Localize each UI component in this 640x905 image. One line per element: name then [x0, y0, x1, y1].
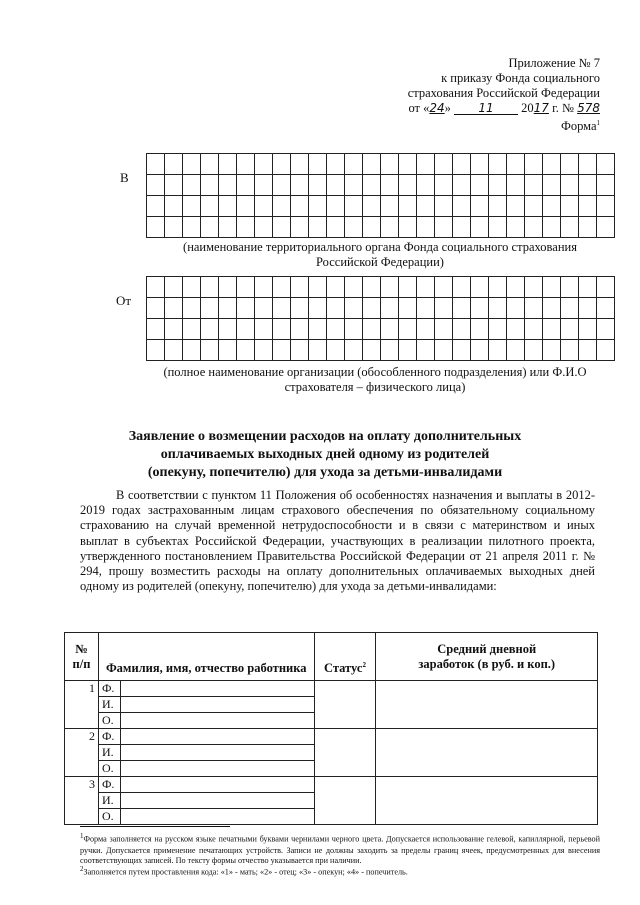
sender-grid-cell[interactable] [417, 319, 435, 340]
recipient-grid-cell[interactable] [237, 217, 255, 238]
name-part-input[interactable] [120, 777, 314, 793]
recipient-grid-cell[interactable] [453, 217, 471, 238]
sender-grid-cell[interactable] [489, 340, 507, 361]
recipient-grid-cell[interactable] [165, 175, 183, 196]
sender-grid-cell[interactable] [273, 277, 291, 298]
recipient-grid-cell[interactable] [489, 196, 507, 217]
recipient-grid-cell[interactable] [255, 175, 273, 196]
sender-grid[interactable] [146, 276, 615, 361]
sender-grid-cell[interactable] [273, 340, 291, 361]
sender-grid-cell[interactable] [543, 319, 561, 340]
recipient-grid-cell[interactable] [255, 154, 273, 175]
recipient-grid-cell[interactable] [435, 154, 453, 175]
name-part-input[interactable] [120, 713, 314, 729]
sender-grid-cell[interactable] [579, 340, 597, 361]
sender-grid-cell[interactable] [363, 340, 381, 361]
sender-grid-cell[interactable] [147, 340, 165, 361]
recipient-grid-cell[interactable] [183, 154, 201, 175]
sender-grid-row [147, 298, 615, 319]
recipient-grid-cell[interactable] [165, 154, 183, 175]
sender-grid-cell[interactable] [579, 319, 597, 340]
recipient-grid-cell[interactable] [147, 154, 165, 175]
sender-grid-cell[interactable] [327, 340, 345, 361]
recipient-grid-cell[interactable] [201, 217, 219, 238]
recipient-grid-cell[interactable] [381, 217, 399, 238]
status-cell[interactable] [314, 681, 376, 729]
recipient-grid-cell[interactable] [201, 154, 219, 175]
recipient-grid-cell[interactable] [273, 154, 291, 175]
recipient-grid-cell[interactable] [471, 217, 489, 238]
sender-grid-cell[interactable] [579, 277, 597, 298]
sender-grid-cell[interactable] [381, 340, 399, 361]
sender-caption: (полное наименование организации (обособленного подразделения) или Ф.И.О страхователя – физического лица) [163, 365, 587, 394]
sender-grid-cell[interactable] [561, 298, 579, 319]
footnote-divider [80, 826, 230, 827]
recipient-grid-cell[interactable] [507, 175, 525, 196]
sender-grid-cell[interactable] [237, 319, 255, 340]
sender-grid-cell[interactable] [597, 277, 615, 298]
sender-grid-cell[interactable] [597, 298, 615, 319]
header-num-line2: п/п [72, 656, 91, 671]
recipient-grid-cell[interactable] [363, 217, 381, 238]
sender-grid-cell[interactable] [309, 340, 327, 361]
sender-grid-cell[interactable] [309, 319, 327, 340]
table-row [65, 729, 598, 745]
recipient-grid-cell[interactable] [273, 196, 291, 217]
sender-grid-cell[interactable] [471, 340, 489, 361]
earnings-cell[interactable] [376, 729, 598, 777]
sender-grid-cell[interactable] [219, 298, 237, 319]
recipient-grid-cell[interactable] [309, 196, 327, 217]
sender-grid-cell[interactable] [219, 340, 237, 361]
sender-grid-row [147, 319, 615, 340]
recipient-grid-cell[interactable] [363, 154, 381, 175]
sender-grid-cell[interactable] [255, 319, 273, 340]
date-day: 24 [429, 101, 445, 115]
name-part-label: О. [98, 761, 120, 777]
sender-grid-cell[interactable] [471, 298, 489, 319]
recipient-grid-cell[interactable] [561, 196, 579, 217]
sender-grid-cell[interactable] [147, 298, 165, 319]
recipient-grid-cell[interactable] [579, 196, 597, 217]
recipient-grid-cell[interactable] [381, 175, 399, 196]
recipient-grid-cell[interactable] [597, 217, 615, 238]
date-mid: » [444, 101, 451, 115]
recipient-grid-cell[interactable] [399, 154, 417, 175]
title-line2: оплачиваемых выходных дней одному из родителей [160, 447, 490, 462]
recipient-grid-row [147, 154, 615, 175]
sender-grid-cell[interactable] [327, 277, 345, 298]
sender-grid-cell[interactable] [435, 340, 453, 361]
sender-grid-cell[interactable] [525, 298, 543, 319]
recipient-grid-cell[interactable] [165, 217, 183, 238]
sender-grid-cell[interactable] [147, 277, 165, 298]
recipient-grid-cell[interactable] [543, 154, 561, 175]
sender-grid-cell[interactable] [435, 298, 453, 319]
header-status-mark: 2 [362, 660, 366, 669]
sender-grid-cell[interactable] [561, 319, 579, 340]
recipient-grid-cell[interactable] [219, 175, 237, 196]
recipient-grid-cell[interactable] [147, 217, 165, 238]
recipient-grid-cell[interactable] [147, 196, 165, 217]
sender-grid-cell[interactable] [237, 277, 255, 298]
recipient-grid-cell[interactable] [363, 196, 381, 217]
sender-grid-cell[interactable] [453, 298, 471, 319]
name-part-label: О. [98, 713, 120, 729]
sender-grid-cell[interactable] [309, 277, 327, 298]
sender-grid-cell[interactable] [417, 298, 435, 319]
sender-grid-cell[interactable] [417, 340, 435, 361]
recipient-grid-cell[interactable] [363, 175, 381, 196]
appendix-line3: страхования Российской Федерации [407, 86, 600, 100]
sender-grid-cell[interactable] [273, 298, 291, 319]
table-row [65, 681, 598, 697]
name-part-label: Ф. [98, 729, 120, 745]
sender-grid-cell[interactable] [237, 298, 255, 319]
name-part-label: Ф. [98, 681, 120, 697]
date-month: 11 [454, 102, 518, 115]
sender-grid-cell[interactable] [165, 277, 183, 298]
recipient-grid-cell[interactable] [201, 196, 219, 217]
sender-grid-cell[interactable] [183, 340, 201, 361]
sender-grid-cell[interactable] [507, 319, 525, 340]
sender-grid-cell[interactable] [579, 298, 597, 319]
recipient-grid-cell[interactable] [453, 175, 471, 196]
name-part-input[interactable] [120, 681, 314, 697]
sender-grid-cell[interactable] [165, 319, 183, 340]
sender-grid-cell[interactable] [201, 298, 219, 319]
recipient-grid-cell[interactable] [147, 175, 165, 196]
header-num-line1: № [75, 641, 88, 656]
sender-grid-cell[interactable] [345, 319, 363, 340]
recipient-grid-cell[interactable] [255, 196, 273, 217]
sender-grid-cell[interactable] [291, 298, 309, 319]
recipient-grid-cell[interactable] [255, 217, 273, 238]
name-part-input[interactable] [120, 745, 314, 761]
recipient-grid-cell[interactable] [273, 217, 291, 238]
recipient-grid-cell[interactable] [183, 175, 201, 196]
sender-grid-cell[interactable] [381, 277, 399, 298]
header-name: Фамилия, имя, отчество работника [98, 633, 314, 681]
body-paragraph: В соответствии с пунктом 11 Положения об особенностях назначения и выплаты в 2012-2019 годах застрахованным лицам страхового обеспечения по обязательному социальному страхованию на случай временной нетрудоспособности и в связи с материнством и иных выплат в субъектах Российской Федерации, участвующих в реализации пилотного проекта, утвержденного постановлением Правительства Российской Федерации от 21 апреля 2011 г. № 294, прошу возместить расходы на оплату дополнительных оплачиваемых выходных дней одному из родителей (опекуну, попечителю) для ухода за детьми-инвалидами: [80, 488, 595, 594]
sender-grid-row [147, 277, 615, 298]
sender-grid-cell[interactable] [417, 277, 435, 298]
sender-grid-cell[interactable] [363, 298, 381, 319]
recipient-grid-cell[interactable] [507, 154, 525, 175]
sender-grid-cell[interactable] [291, 340, 309, 361]
sender-grid-cell[interactable] [291, 277, 309, 298]
sender-grid-cell[interactable] [543, 340, 561, 361]
form-label: Форма [560, 119, 597, 134]
appendix-line1: Приложение № 7 [508, 56, 600, 70]
sender-grid-cell[interactable] [381, 298, 399, 319]
recipient-grid-cell[interactable] [507, 196, 525, 217]
recipient-grid-cell[interactable] [417, 175, 435, 196]
recipient-grid-cell[interactable] [453, 196, 471, 217]
recipient-grid-cell[interactable] [219, 196, 237, 217]
sender-grid-cell[interactable] [183, 277, 201, 298]
recipient-grid-row [147, 196, 615, 217]
sender-grid-cell[interactable] [525, 340, 543, 361]
status-cell[interactable] [314, 777, 376, 825]
recipient-grid-cell[interactable] [471, 175, 489, 196]
sender-grid-cell[interactable] [255, 277, 273, 298]
recipient-grid-cell[interactable] [525, 175, 543, 196]
sender-grid-cell[interactable] [471, 319, 489, 340]
recipient-label: В [120, 170, 129, 185]
recipient-grid-cell[interactable] [489, 217, 507, 238]
footnote-2-text: Заполняется путем проставления кода: «1» - мать; «2» - отец; «3» - опекун; «4» - попечитель. [83, 867, 408, 877]
recipient-grid-cell[interactable] [435, 196, 453, 217]
recipient-grid-cell[interactable] [183, 217, 201, 238]
sender-grid-cell[interactable] [525, 277, 543, 298]
recipient-grid-cell[interactable] [561, 154, 579, 175]
recipient-grid-cell[interactable] [291, 217, 309, 238]
sender-grid-row [147, 340, 615, 361]
sender-grid-cell[interactable] [255, 340, 273, 361]
recipient-grid-cell[interactable] [525, 154, 543, 175]
sender-grid-cell[interactable] [435, 319, 453, 340]
recipient-grid-cell[interactable] [471, 196, 489, 217]
sender-grid-cell[interactable] [201, 277, 219, 298]
footnote-1-text: Форма заполняется на русском языке печатными буквами чернилами черного цвета. Допускается использование гелевой, капиллярной, перьевой ручки. Допускается применение печатающих устройств. Записи не должны заходить за пределы границ ячеек, предусмотренных для внесения соответствующих записей. По тексту формы отчество указывается при наличии. [80, 834, 600, 866]
sender-grid-cell[interactable] [453, 340, 471, 361]
sender-grid-cell[interactable] [471, 277, 489, 298]
recipient-grid-cell[interactable] [237, 154, 255, 175]
recipient-grid-cell[interactable] [345, 217, 363, 238]
order-number: 578 [577, 101, 600, 115]
recipient-grid-cell[interactable] [435, 217, 453, 238]
name-part-label: И. [98, 745, 120, 761]
sender-label: От [116, 293, 132, 308]
recipient-grid-cell[interactable] [291, 196, 309, 217]
sender-grid-cell[interactable] [345, 298, 363, 319]
header-status-text: Статус [323, 661, 363, 675]
sender-grid-cell[interactable] [309, 298, 327, 319]
recipient-grid-cell[interactable] [417, 196, 435, 217]
appendix-line2: к приказу Фонда социального [441, 71, 600, 85]
recipient-grid-cell[interactable] [489, 175, 507, 196]
recipient-grid-cell[interactable] [579, 154, 597, 175]
header-earnings-line2: заработок (в руб. и коп.) [418, 656, 556, 671]
recipient-grid-cell[interactable] [345, 154, 363, 175]
name-part-input[interactable] [120, 697, 314, 713]
recipient-grid-cell[interactable] [309, 175, 327, 196]
sender-grid-cell[interactable] [345, 277, 363, 298]
title-line3: (опекуну, попечителю) для ухода за детьми-инвалидами [147, 465, 503, 480]
sender-grid-cell[interactable] [507, 277, 525, 298]
recipient-grid-cell[interactable] [543, 175, 561, 196]
name-part-label: И. [98, 697, 120, 713]
header-num [65, 633, 99, 681]
recipient-grid-cell[interactable] [309, 154, 327, 175]
recipient-grid-cell[interactable] [201, 175, 219, 196]
recipient-grid-cell[interactable] [435, 175, 453, 196]
recipient-grid-cell[interactable] [597, 154, 615, 175]
sender-grid-cell[interactable] [399, 277, 417, 298]
row-number: 2 [65, 729, 99, 777]
appendix-date-line [408, 101, 600, 116]
name-part-input[interactable] [120, 729, 314, 745]
sender-grid-cell[interactable] [291, 319, 309, 340]
sender-grid-cell[interactable] [201, 340, 219, 361]
recipient-grid-cell[interactable] [417, 154, 435, 175]
sender-grid-cell[interactable] [237, 340, 255, 361]
recipient-grid-cell[interactable] [219, 217, 237, 238]
sender-grid-cell[interactable] [219, 319, 237, 340]
name-part-input[interactable] [120, 809, 314, 825]
recipient-grid-row [147, 217, 615, 238]
recipient-grid-cell[interactable] [327, 196, 345, 217]
footnote-2-mark: 2 [80, 865, 84, 873]
recipient-grid-cell[interactable] [525, 196, 543, 217]
recipient-grid-cell[interactable] [309, 217, 327, 238]
sender-grid-cell[interactable] [363, 319, 381, 340]
sender-grid-cell[interactable] [543, 277, 561, 298]
date-year: 17 [533, 101, 549, 115]
recipient-grid-row [147, 175, 615, 196]
recipient-grid-cell[interactable] [219, 154, 237, 175]
recipient-grid-cell[interactable] [543, 217, 561, 238]
recipient-grid-cell[interactable] [471, 154, 489, 175]
form-footnote-mark: 1 [596, 119, 600, 127]
recipient-grid-cell[interactable] [381, 196, 399, 217]
recipient-grid-cell[interactable] [597, 196, 615, 217]
recipient-grid[interactable] [146, 153, 615, 238]
sender-grid-cell[interactable] [435, 277, 453, 298]
recipient-grid-cell[interactable] [345, 196, 363, 217]
sender-grid-cell[interactable] [381, 319, 399, 340]
recipient-grid-cell[interactable] [399, 217, 417, 238]
row-number: 3 [65, 777, 99, 825]
recipient-grid-cell[interactable] [327, 217, 345, 238]
sender-grid-cell[interactable] [327, 298, 345, 319]
recipient-grid-cell[interactable] [273, 175, 291, 196]
header-status [314, 633, 376, 681]
sender-grid-cell[interactable] [489, 298, 507, 319]
recipient-grid-cell[interactable] [327, 175, 345, 196]
recipient-grid-cell[interactable] [543, 196, 561, 217]
sender-grid-cell[interactable] [597, 319, 615, 340]
earnings-cell[interactable] [376, 681, 598, 729]
footnote-2 [80, 864, 600, 879]
appendix-header [408, 56, 600, 134]
sender-grid-cell[interactable] [561, 277, 579, 298]
sender-grid-cell[interactable] [453, 277, 471, 298]
recipient-grid-cell[interactable] [399, 196, 417, 217]
recipient-grid-cell[interactable] [399, 175, 417, 196]
form-label-line [408, 116, 600, 134]
recipient-grid-cell[interactable] [525, 217, 543, 238]
sender-grid-cell[interactable] [399, 319, 417, 340]
row-number: 1 [65, 681, 99, 729]
recipient-grid-cell[interactable] [291, 175, 309, 196]
sender-grid-cell[interactable] [345, 340, 363, 361]
recipient-grid-cell[interactable] [489, 154, 507, 175]
sender-grid-cell[interactable] [561, 340, 579, 361]
sender-grid-cell[interactable] [543, 298, 561, 319]
recipient-grid-cell[interactable] [453, 154, 471, 175]
recipient-grid-cell[interactable] [291, 154, 309, 175]
sender-grid-cell[interactable] [597, 340, 615, 361]
table-row [65, 777, 598, 793]
status-cell[interactable] [314, 729, 376, 777]
recipient-grid-cell[interactable] [183, 196, 201, 217]
recipient-grid-cell[interactable] [561, 217, 579, 238]
sender-grid-cell[interactable] [453, 319, 471, 340]
title-line1: Заявление о возмещении расходов на оплату дополнительных [128, 429, 522, 444]
sender-grid-cell[interactable] [255, 298, 273, 319]
header-earnings-line1: Средний дневной [437, 641, 537, 656]
earnings-cell[interactable] [376, 777, 598, 825]
recipient-grid-cell[interactable] [417, 217, 435, 238]
table-header-row [65, 633, 598, 681]
sender-grid-cell[interactable] [489, 319, 507, 340]
document-title [90, 428, 560, 482]
recipient-grid-cell[interactable] [237, 196, 255, 217]
number-prefix: г. № [552, 101, 574, 115]
recipient-grid-cell[interactable] [237, 175, 255, 196]
name-part-input[interactable] [120, 793, 314, 809]
sender-grid-cell[interactable] [273, 319, 291, 340]
sender-grid-cell[interactable] [183, 319, 201, 340]
sender-grid-cell[interactable] [507, 340, 525, 361]
recipient-grid-cell[interactable] [381, 154, 399, 175]
recipient-grid-cell[interactable] [507, 217, 525, 238]
sender-grid-cell[interactable] [165, 298, 183, 319]
sender-grid-cell[interactable] [399, 340, 417, 361]
recipient-grid-cell[interactable] [327, 154, 345, 175]
sender-grid-cell[interactable] [327, 319, 345, 340]
sender-grid-cell[interactable] [525, 319, 543, 340]
sender-grid-cell[interactable] [201, 319, 219, 340]
recipient-grid-cell[interactable] [579, 175, 597, 196]
name-part-label: И. [98, 793, 120, 809]
sender-grid-cell[interactable] [147, 319, 165, 340]
recipient-grid-cell[interactable] [345, 175, 363, 196]
footnote-1 [80, 831, 600, 867]
name-part-input[interactable] [120, 761, 314, 777]
recipient-grid-cell[interactable] [597, 175, 615, 196]
date-prefix: от « [408, 101, 430, 115]
recipient-grid-cell[interactable] [165, 196, 183, 217]
recipient-grid-cell[interactable] [561, 175, 579, 196]
footnote-1-mark: 1 [80, 832, 84, 840]
sender-grid-cell[interactable] [399, 298, 417, 319]
recipient-grid-cell[interactable] [579, 217, 597, 238]
header-earnings [376, 633, 598, 681]
name-part-label: Ф. [98, 777, 120, 793]
sender-grid-cell[interactable] [363, 277, 381, 298]
sender-grid-cell[interactable] [165, 340, 183, 361]
employees-table [64, 632, 598, 825]
name-part-label: О. [98, 809, 120, 825]
sender-grid-cell[interactable] [507, 298, 525, 319]
sender-grid-cell[interactable] [183, 298, 201, 319]
year-prefix: 20 [521, 101, 534, 115]
sender-grid-cell[interactable] [489, 277, 507, 298]
sender-grid-cell[interactable] [219, 277, 237, 298]
recipient-caption: (наименование территориального органа Фонда социального страхования Российской Федерации) [183, 240, 577, 269]
